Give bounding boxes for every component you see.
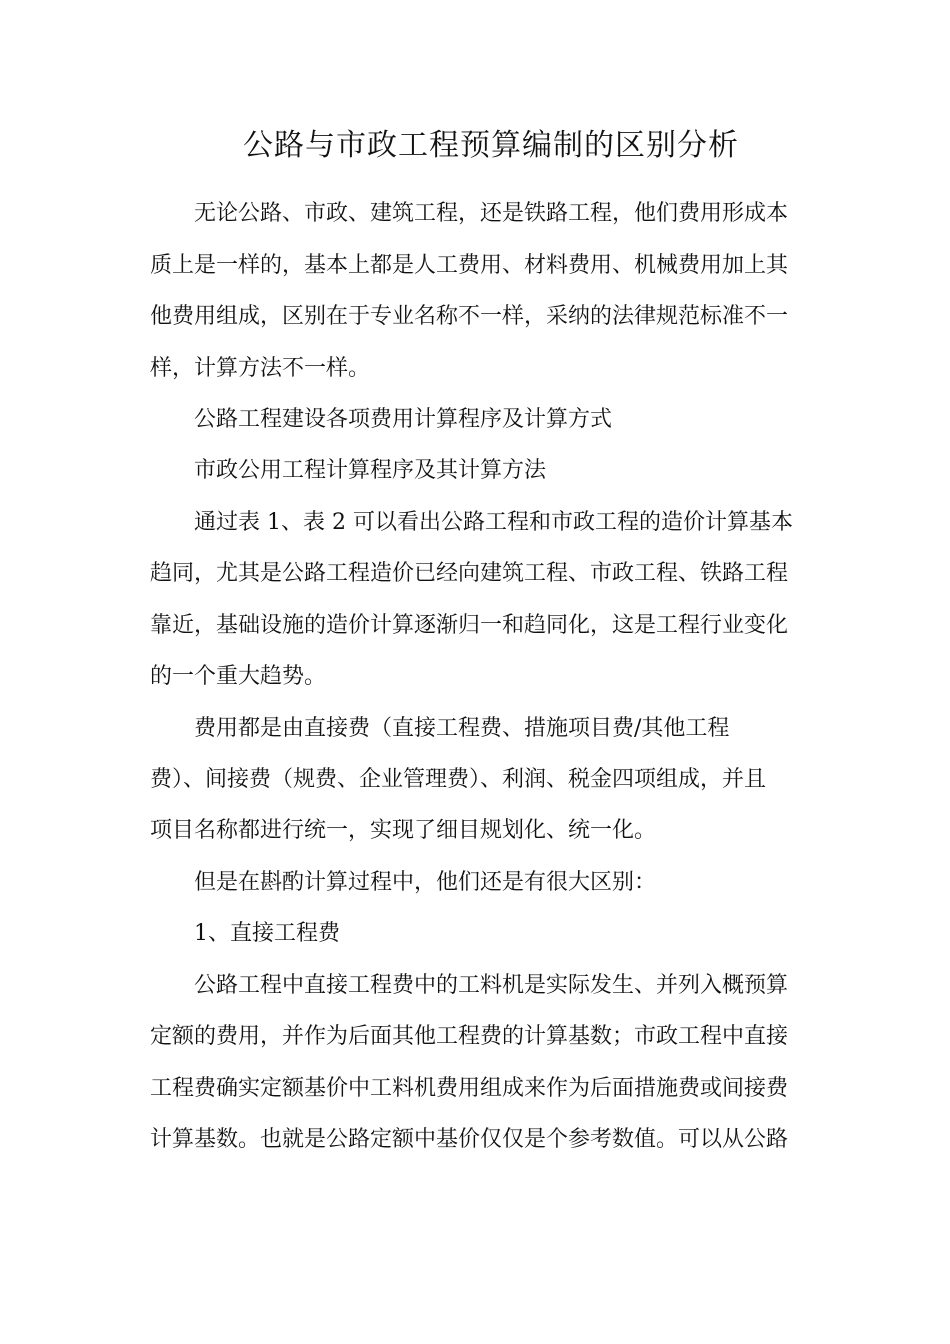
paragraph-line: 质上是一样的，基本上都是人工费用、材料费用、机械费用加上其	[150, 253, 789, 278]
paragraph-line: 无论公路、市政、建筑工程，还是铁路工程，他们费用形成本	[194, 201, 789, 226]
document-title: 公路与市政工程预算编制的区别分析	[243, 128, 739, 163]
paragraph-line: 费用都是由直接费（直接工程费、措施项目费/其他工程	[194, 716, 730, 741]
paragraph-line: 定额的费用，并作为后面其他工程费的计算基数；市政工程中直接	[150, 1024, 789, 1049]
paragraph-line: 市政公用工程计算程序及其计算方法	[194, 458, 547, 483]
paragraph-line: 但是在斟酌计算过程中，他们还是有很大区别：	[194, 870, 657, 895]
paragraph-line: 样，计算方法不一样。	[150, 356, 371, 381]
paragraph-line: 计算基数。也就是公路定额中基价仅仅是个参考数值。可以从公路	[150, 1127, 789, 1152]
section-heading: 1、直接工程费	[194, 921, 340, 946]
paragraph-line: 他费用组成，区别在于专业名称不一样，采纳的法律规范标准不一	[150, 304, 789, 329]
paragraph-line: 费）、间接费（规费、企业管理费）、利润、税金四项组成，并且	[150, 767, 767, 792]
paragraph-line: 的一个重大趋势。	[150, 664, 327, 689]
paragraph-line: 工程费确实定额基价中工料机费用组成来作为后面措施费或间接费	[150, 1076, 789, 1101]
paragraph-line: 趋同，尤其是公路工程造价已经向建筑工程、市政工程、铁路工程	[150, 561, 789, 586]
paragraph-line: 公路工程建设各项费用计算程序及计算方式	[194, 407, 613, 432]
paragraph-line: 通过表 1、表 2 可以看出公路工程和市政工程的造价计算基本	[194, 510, 793, 535]
paragraph-line: 靠近，基础设施的造价计算逐渐归一和趋同化，这是工程行业变化	[150, 613, 789, 638]
paragraph-line: 项目名称都进行统一，实现了细目规划化、统一化。	[150, 818, 657, 843]
paragraph-line: 公路工程中直接工程费中的工料机是实际发生、并列入概预算	[194, 973, 789, 998]
